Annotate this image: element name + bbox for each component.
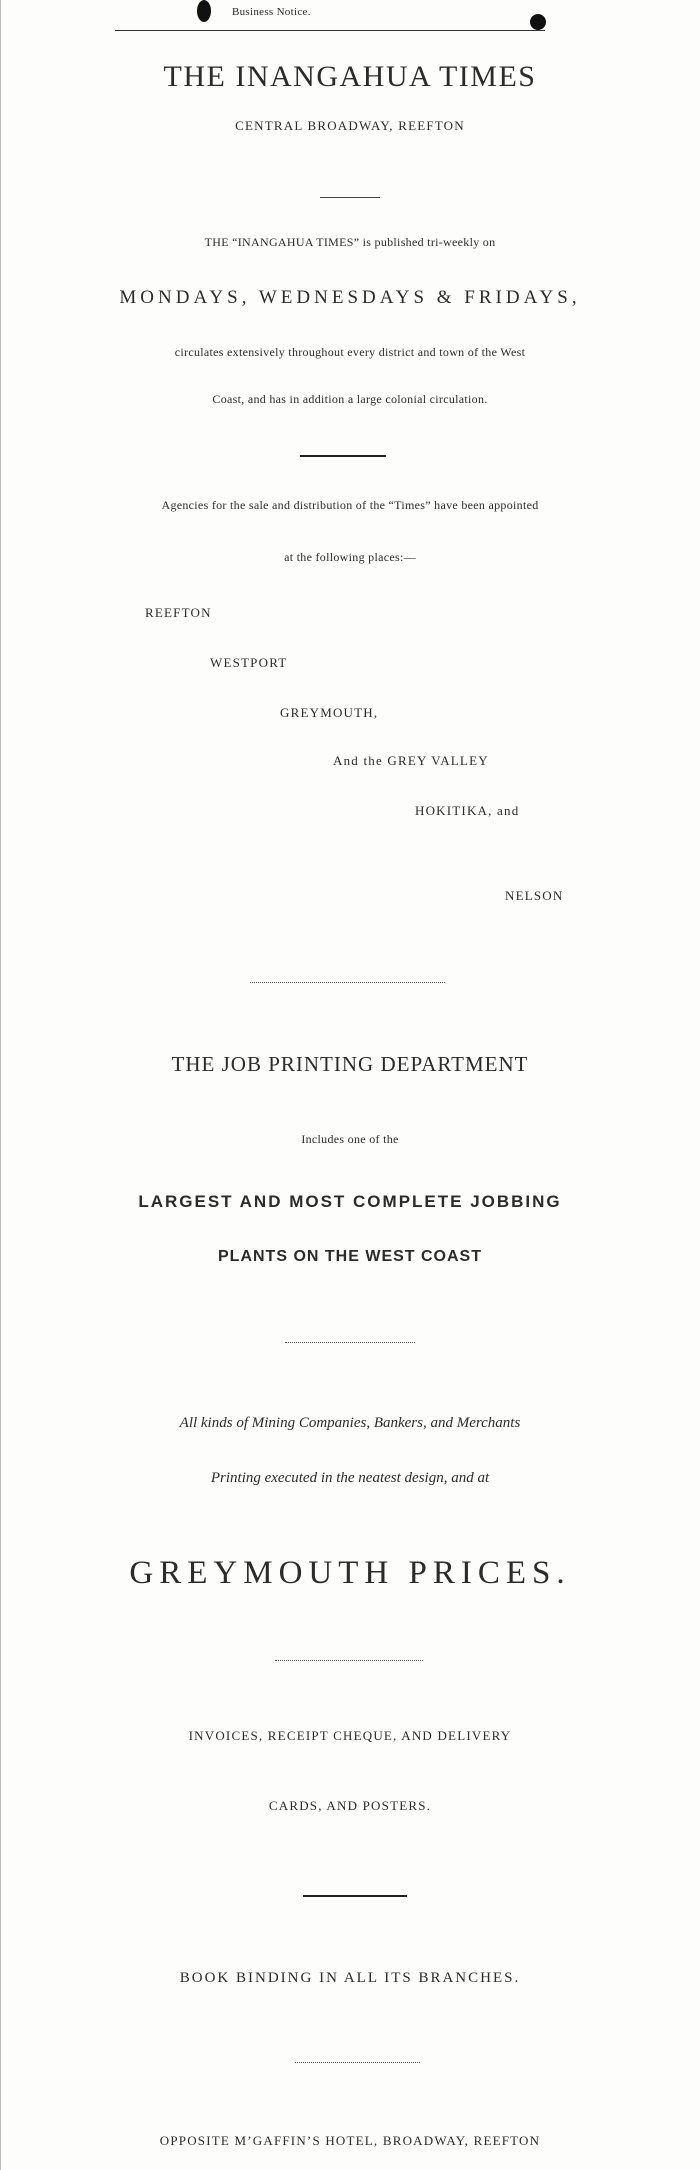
place-nelson: NELSON <box>505 888 564 903</box>
largest-line: LARGEST AND MOST COMPLETE JOBBING <box>138 1192 562 1211</box>
divider <box>295 2062 420 2063</box>
divider <box>275 1660 423 1661</box>
place-hokitika: HOKITIKA, and <box>415 803 520 818</box>
kinds-line: All kinds of Mining Companies, Bankers, and Merchants <box>179 1415 521 1431</box>
divider <box>285 1342 415 1343</box>
divider <box>303 1895 407 1897</box>
ink-blot <box>197 0 211 22</box>
divider <box>320 197 380 198</box>
place-reefton: REEFTON <box>145 605 212 620</box>
business-notice-label: Business Notice. <box>232 6 311 18</box>
masthead-title: THE INANGAHUA TIMES <box>163 60 537 93</box>
publication-line: THE “INANGAHUA TIMES” is published tri-weekly on <box>204 235 496 249</box>
job-printing-includes: Includes one of the <box>301 1132 399 1146</box>
masthead-address: CENTRAL BROADWAY, REEFTON <box>235 118 465 133</box>
cards-line: CARDS, AND POSTERS. <box>268 1798 432 1813</box>
circulation-line-2: Coast, and has in addition a large colonial circulation. <box>212 392 488 406</box>
divider <box>250 982 445 983</box>
footer-address: OPPOSITE M’GAFFIN’S HOTEL, BROADWAY, REEFTON <box>159 2133 541 2148</box>
divider <box>300 455 386 457</box>
place-grey-valley: And the GREY VALLEY <box>333 753 489 768</box>
book-binding-line: BOOK BINDING IN ALL ITS BRANCHES. <box>179 1970 521 1986</box>
column-edge <box>0 0 1 2170</box>
agencies-intro-2: at the following places:— <box>284 550 416 564</box>
printing-line: Printing executed in the neatest design, and at <box>210 1470 490 1486</box>
greymouth-prices: GREYMOUTH PRICES. <box>129 1555 571 1591</box>
plants-line: PLANTS ON THE WEST COAST <box>218 1248 482 1265</box>
top-rule <box>115 30 545 31</box>
agencies-intro: Agencies for the sale and distribution of the “Times” have been appointed <box>161 498 539 512</box>
place-greymouth: GREYMOUTH, <box>280 705 379 720</box>
job-printing-heading: THE JOB PRINTING DEPARTMENT <box>171 1052 529 1076</box>
ink-blot <box>530 14 546 30</box>
circulation-line: circulates extensively throughout every district and town of the West <box>174 345 526 359</box>
place-westport: WESTPORT <box>210 655 288 670</box>
publication-days: MONDAYS, WEDNESDAYS & FRIDAYS, <box>119 287 581 308</box>
invoices-line: INVOICES, RECEIPT CHEQUE, AND DELIVERY <box>188 1728 512 1743</box>
